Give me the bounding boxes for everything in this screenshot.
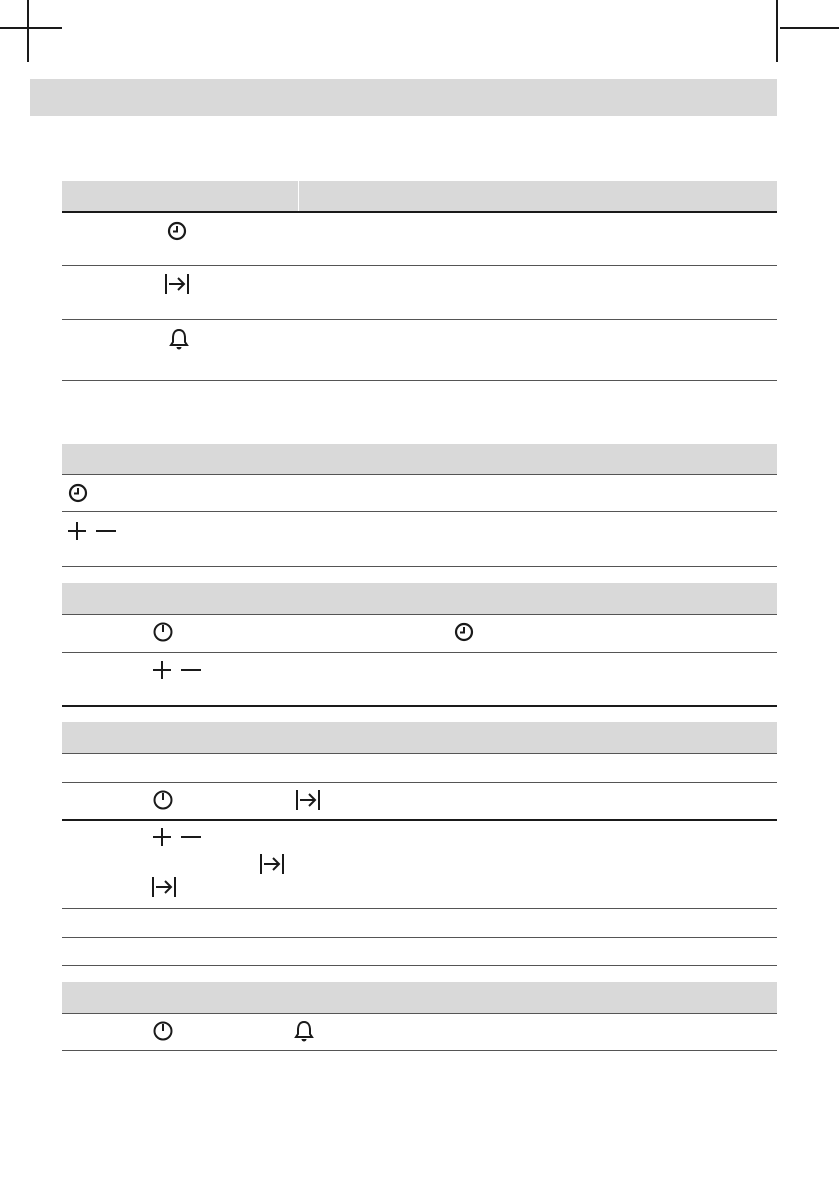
crop-mark-top-left-v: [27, 0, 29, 62]
duration-row-rule-5: [62, 965, 777, 966]
duration-row-rule-2: [62, 819, 777, 821]
change-time-header-rule: [62, 614, 777, 615]
duration-row-rule-3: [62, 908, 777, 909]
clock-icon: [67, 482, 89, 504]
minute-minder-header-rule: [62, 1013, 777, 1014]
duration-row-rule-1: [62, 782, 777, 783]
functions-col-divider: [298, 181, 299, 212]
power-icon: [152, 1020, 174, 1042]
crop-mark-top-left-h: [0, 27, 62, 29]
power-icon: [152, 789, 174, 811]
change-time-row-rule-2: [62, 705, 777, 707]
bell-icon: [169, 327, 189, 351]
functions-row-rule-2: [62, 319, 777, 320]
minute-minder-header: [62, 982, 777, 1013]
duration-arrow-icon: [294, 788, 322, 812]
duration-row-rule-4: [62, 937, 777, 938]
bell-icon: [294, 1019, 314, 1043]
set-time-header-rule: [62, 474, 777, 475]
functions-row-rule-3: [62, 380, 777, 381]
crop-mark-top-right-h: [780, 27, 839, 29]
duration-arrow-icon: [163, 272, 191, 296]
functions-table-header: [62, 181, 777, 212]
duration-arrow-icon: [150, 875, 178, 899]
duration-header: [62, 722, 777, 753]
set-time-row-rule-1: [62, 511, 777, 512]
change-time-header: [62, 583, 777, 614]
plus-minus-icon: [151, 659, 203, 681]
crop-mark-top-right-v: [776, 0, 778, 62]
duration-header-rule: [62, 753, 777, 754]
clock-icon: [453, 621, 475, 643]
functions-row-rule-1: [62, 265, 777, 266]
plus-minus-icon: [66, 520, 118, 542]
power-icon: [152, 621, 174, 643]
change-time-row-rule-1: [62, 652, 777, 653]
set-time-row-rule-2: [62, 566, 777, 567]
duration-arrow-icon: [258, 852, 286, 876]
plus-minus-icon: [151, 826, 203, 848]
clock-icon: [166, 220, 188, 242]
functions-header-rule: [62, 211, 777, 213]
section-header-bar: [30, 79, 777, 116]
set-time-header: [62, 444, 777, 474]
minute-minder-row-rule-1: [62, 1050, 777, 1051]
